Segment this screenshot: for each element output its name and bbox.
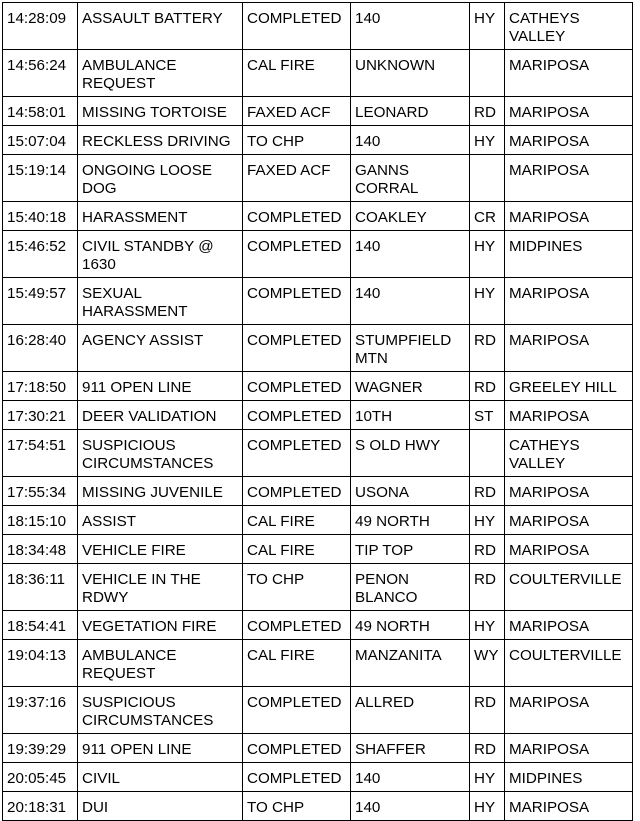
disposition-cell: TO CHP bbox=[243, 564, 351, 611]
call-type-cell: VEHICLE IN THE RDWY bbox=[78, 564, 243, 611]
call-type-cell: ASSAULT BATTERY bbox=[78, 3, 243, 50]
table-row bbox=[3, 564, 633, 611]
street-suffix-cell: RD bbox=[470, 564, 505, 611]
table-row bbox=[3, 535, 633, 564]
table-row bbox=[3, 640, 633, 687]
street-suffix-cell: RD bbox=[470, 325, 505, 372]
disposition-cell: COMPLETED bbox=[243, 231, 351, 278]
city-cell: MARIPOSA bbox=[505, 97, 633, 126]
disposition-cell: COMPLETED bbox=[243, 430, 351, 477]
table-row bbox=[3, 202, 633, 231]
time-cell: 19:39:29 bbox=[3, 734, 78, 763]
street-cell: LEONARD bbox=[351, 97, 470, 126]
table-row bbox=[3, 506, 633, 535]
disposition-cell: COMPLETED bbox=[243, 325, 351, 372]
call-type-cell: DUI bbox=[78, 792, 243, 821]
city-cell: MARIPOSA bbox=[505, 155, 633, 202]
city-cell: GREELEY HILL bbox=[505, 372, 633, 401]
time-cell: 15:19:14 bbox=[3, 155, 78, 202]
call-type-cell: SUSPICIOUS CIRCUMSTANCES bbox=[78, 430, 243, 477]
call-type-cell: VEHICLE FIRE bbox=[78, 535, 243, 564]
street-cell: 10TH bbox=[351, 401, 470, 430]
time-cell: 15:49:57 bbox=[3, 278, 78, 325]
disposition-cell: TO CHP bbox=[243, 126, 351, 155]
disposition-cell: FAXED ACF bbox=[243, 155, 351, 202]
street-suffix-cell: ST bbox=[470, 401, 505, 430]
time-cell: 15:46:52 bbox=[3, 231, 78, 278]
disposition-cell: FAXED ACF bbox=[243, 97, 351, 126]
call-type-cell: CIVIL bbox=[78, 763, 243, 792]
street-cell: PENON BLANCO bbox=[351, 564, 470, 611]
street-cell: 49 NORTH bbox=[351, 611, 470, 640]
street-suffix-cell: HY bbox=[470, 792, 505, 821]
street-suffix-cell: RD bbox=[470, 687, 505, 734]
street-suffix-cell bbox=[470, 155, 505, 202]
street-cell: UNKNOWN bbox=[351, 50, 470, 97]
time-cell: 14:28:09 bbox=[3, 3, 78, 50]
dispatch-log-table bbox=[2, 2, 633, 821]
street-cell: 140 bbox=[351, 126, 470, 155]
time-cell: 18:36:11 bbox=[3, 564, 78, 611]
table-row bbox=[3, 126, 633, 155]
street-cell: MANZANITA bbox=[351, 640, 470, 687]
street-suffix-cell: HY bbox=[470, 611, 505, 640]
table-row bbox=[3, 155, 633, 202]
call-type-cell: 911 OPEN LINE bbox=[78, 372, 243, 401]
street-suffix-cell: HY bbox=[470, 3, 505, 50]
time-cell: 16:28:40 bbox=[3, 325, 78, 372]
time-cell: 18:54:41 bbox=[3, 611, 78, 640]
time-cell: 18:15:10 bbox=[3, 506, 78, 535]
time-cell: 17:30:21 bbox=[3, 401, 78, 430]
city-cell: MARIPOSA bbox=[505, 126, 633, 155]
disposition-cell: COMPLETED bbox=[243, 763, 351, 792]
time-cell: 14:58:01 bbox=[3, 97, 78, 126]
city-cell: MARIPOSA bbox=[505, 792, 633, 821]
call-type-cell: AGENCY ASSIST bbox=[78, 325, 243, 372]
disposition-cell: COMPLETED bbox=[243, 477, 351, 506]
time-cell: 20:05:45 bbox=[3, 763, 78, 792]
street-cell: GANNS CORRAL bbox=[351, 155, 470, 202]
call-type-cell: ONGOING LOOSE DOG bbox=[78, 155, 243, 202]
table-row bbox=[3, 401, 633, 430]
time-cell: 15:07:04 bbox=[3, 126, 78, 155]
city-cell: MARIPOSA bbox=[505, 202, 633, 231]
table-row bbox=[3, 430, 633, 477]
city-cell: MIDPINES bbox=[505, 763, 633, 792]
city-cell: MARIPOSA bbox=[505, 477, 633, 506]
call-type-cell: MISSING JUVENILE bbox=[78, 477, 243, 506]
city-cell: CATHEYS VALLEY bbox=[505, 3, 633, 50]
city-cell: COULTERVILLE bbox=[505, 564, 633, 611]
call-type-cell: RECKLESS DRIVING bbox=[78, 126, 243, 155]
call-type-cell: MISSING TORTOISE bbox=[78, 97, 243, 126]
street-cell: ALLRED bbox=[351, 687, 470, 734]
disposition-cell: CAL FIRE bbox=[243, 535, 351, 564]
street-suffix-cell: CR bbox=[470, 202, 505, 231]
disposition-cell: COMPLETED bbox=[243, 401, 351, 430]
disposition-cell: CAL FIRE bbox=[243, 640, 351, 687]
call-type-cell: 911 OPEN LINE bbox=[78, 734, 243, 763]
city-cell: MIDPINES bbox=[505, 231, 633, 278]
street-suffix-cell: HY bbox=[470, 763, 505, 792]
street-cell: 140 bbox=[351, 3, 470, 50]
city-cell: MARIPOSA bbox=[505, 506, 633, 535]
city-cell: MARIPOSA bbox=[505, 734, 633, 763]
time-cell: 20:18:31 bbox=[3, 792, 78, 821]
call-type-cell: HARASSMENT bbox=[78, 202, 243, 231]
time-cell: 19:04:13 bbox=[3, 640, 78, 687]
street-cell: 140 bbox=[351, 231, 470, 278]
street-cell: 140 bbox=[351, 763, 470, 792]
street-suffix-cell: HY bbox=[470, 506, 505, 535]
street-cell: WAGNER bbox=[351, 372, 470, 401]
call-type-cell: ASSIST bbox=[78, 506, 243, 535]
city-cell: CATHEYS VALLEY bbox=[505, 430, 633, 477]
street-cell: 140 bbox=[351, 278, 470, 325]
city-cell: MARIPOSA bbox=[505, 401, 633, 430]
call-type-cell: DEER VALIDATION bbox=[78, 401, 243, 430]
street-suffix-cell: HY bbox=[470, 278, 505, 325]
time-cell: 17:55:34 bbox=[3, 477, 78, 506]
city-cell: MARIPOSA bbox=[505, 687, 633, 734]
call-type-cell: AMBULANCE REQUEST bbox=[78, 640, 243, 687]
street-cell: S OLD HWY bbox=[351, 430, 470, 477]
city-cell: MARIPOSA bbox=[505, 50, 633, 97]
dispatch-log-body bbox=[3, 3, 633, 821]
street-suffix-cell: RD bbox=[470, 535, 505, 564]
city-cell: MARIPOSA bbox=[505, 325, 633, 372]
time-cell: 19:37:16 bbox=[3, 687, 78, 734]
street-suffix-cell: HY bbox=[470, 231, 505, 278]
disposition-cell: COMPLETED bbox=[243, 611, 351, 640]
call-type-cell: CIVIL STANDBY @ 1630 bbox=[78, 231, 243, 278]
table-row bbox=[3, 687, 633, 734]
street-suffix-cell: WY bbox=[470, 640, 505, 687]
disposition-cell: COMPLETED bbox=[243, 687, 351, 734]
city-cell: COULTERVILLE bbox=[505, 640, 633, 687]
disposition-cell: CAL FIRE bbox=[243, 506, 351, 535]
street-cell: USONA bbox=[351, 477, 470, 506]
city-cell: MARIPOSA bbox=[505, 535, 633, 564]
table-row bbox=[3, 763, 633, 792]
call-type-cell: AMBULANCE REQUEST bbox=[78, 50, 243, 97]
street-suffix-cell bbox=[470, 50, 505, 97]
street-cell: SHAFFER bbox=[351, 734, 470, 763]
street-cell: TIP TOP bbox=[351, 535, 470, 564]
street-cell: 140 bbox=[351, 792, 470, 821]
street-suffix-cell: RD bbox=[470, 734, 505, 763]
time-cell: 17:54:51 bbox=[3, 430, 78, 477]
call-type-cell: VEGETATION FIRE bbox=[78, 611, 243, 640]
table-row bbox=[3, 3, 633, 50]
table-row bbox=[3, 734, 633, 763]
street-cell: COAKLEY bbox=[351, 202, 470, 231]
table-row bbox=[3, 611, 633, 640]
table-row bbox=[3, 50, 633, 97]
disposition-cell: CAL FIRE bbox=[243, 50, 351, 97]
street-suffix-cell: RD bbox=[470, 97, 505, 126]
time-cell: 15:40:18 bbox=[3, 202, 78, 231]
table-row bbox=[3, 372, 633, 401]
time-cell: 18:34:48 bbox=[3, 535, 78, 564]
time-cell: 17:18:50 bbox=[3, 372, 78, 401]
disposition-cell: TO CHP bbox=[243, 792, 351, 821]
city-cell: MARIPOSA bbox=[505, 278, 633, 325]
disposition-cell: COMPLETED bbox=[243, 278, 351, 325]
city-cell: MARIPOSA bbox=[505, 611, 633, 640]
call-type-cell: SUSPICIOUS CIRCUMSTANCES bbox=[78, 687, 243, 734]
table-row bbox=[3, 278, 633, 325]
disposition-cell: COMPLETED bbox=[243, 202, 351, 231]
street-suffix-cell bbox=[470, 430, 505, 477]
street-cell: STUMPFIELD MTN bbox=[351, 325, 470, 372]
street-suffix-cell: RD bbox=[470, 372, 505, 401]
table-row bbox=[3, 231, 633, 278]
table-row bbox=[3, 792, 633, 821]
table-row bbox=[3, 325, 633, 372]
table-row bbox=[3, 97, 633, 126]
call-type-cell: SEXUAL HARASSMENT bbox=[78, 278, 243, 325]
street-cell: 49 NORTH bbox=[351, 506, 470, 535]
disposition-cell: COMPLETED bbox=[243, 734, 351, 763]
street-suffix-cell: RD bbox=[470, 477, 505, 506]
street-suffix-cell: HY bbox=[470, 126, 505, 155]
disposition-cell: COMPLETED bbox=[243, 3, 351, 50]
table-row bbox=[3, 477, 633, 506]
disposition-cell: COMPLETED bbox=[243, 372, 351, 401]
time-cell: 14:56:24 bbox=[3, 50, 78, 97]
